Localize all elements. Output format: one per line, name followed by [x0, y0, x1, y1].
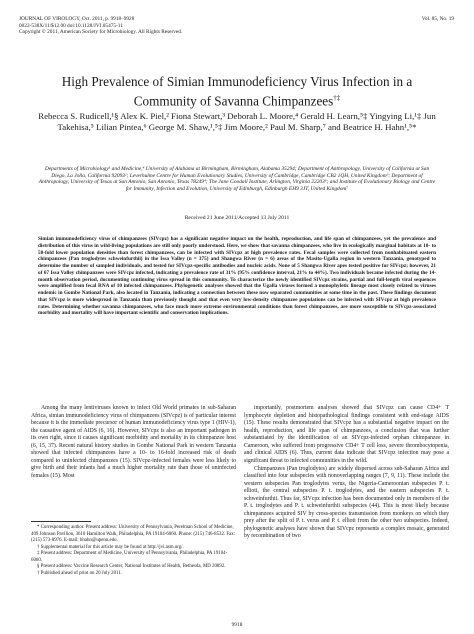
- abstract: Simian immunodeficiency virus of chimpanzees (SIVcpz) has a significant negative impact on the health, reproduction, and life span of chimpanzees, yet the prevalence and distribution of this virus in wild-living populations are still only poorly understood. Here, we show that savanna chimpanzees, who live in ecologically marginal habitats at 10- to 50-fold lower population densities than forest chimpanzees, can be infected with SIVcpz at high prevalence rates. Fecal samples were collected from nonhabituated eastern chimpanzees (Pan troglodytes schweinfurthii) in the Issa Valley (n = 375) and Shangwa River (n = 6) areas of the Masito-Ugalla region in western Tanzania, genotyped to determine the number of sampled individuals, and tested for SIVcpz-specific antibodies and nucleic acids. None of 5 Shangwa River apes tested positive for SIVcpz; however, 21 of 67 Issa Valley chimpanzees were SIVcpz infected, indicating a prevalence rate of 31% (95% confidence interval, 21% to 44%). Two individuals became infected during the 14-month observation period, documenting continuing virus spread in this community. To characterize the newly identified SIVcpz strains, partial and full-length viral sequences were amplified from fecal RNA of 10 infected chimpanzees. Phylogenetic analyses showed that the Ugalla viruses formed a monophyletic lineage most closely related to viruses endemic in Gombe National Park, also located in Tanzania, indicating a connection between these now separated communities at some time in the past. These findings document that SIVcpz is more widespread in Tanzania than previously thought and that even very low-density chimpanzee populations can be infected with SIVcpz at high prevalence rates. Determining whether savanna chimpanzees, who face much more extreme environmental conditions than forest chimpanzees, are more susceptible to SIVcpz-associated morbidity and mortality will have important scientific and conservation implications.: [38, 236, 436, 317]
- footnote-supplemental: † Supplemental material for this article may be found at http://jvi.asm.org/.: [37, 544, 184, 550]
- footnote-rule: [31, 521, 91, 522]
- journal-line: JOURNAL OF VIROLOGY, Oct. 2011, p. 9918–9928: [19, 16, 135, 22]
- received-date: Received 21 June 2011/Accepted 13 July 2011: [184, 215, 290, 221]
- footnote-address-1: ‡ Present address: Department of Medicine, University of Pennsylvania, Philadelphia, PA 19104-6060.: [31, 551, 228, 563]
- page-number: 9918: [231, 622, 243, 628]
- volume-line: Vol. 85, No. 19: [421, 16, 454, 22]
- body-paragraph: Chimpanzees (Pan troglodytes) are widely dispersed across sub-Saharan Africa and classified into four subspecies with nonoverlapping ranges (7, 9, 11). These include the western subspecies Pan troglodytes verus, the Nigeria-Cameroonian subspecies P. t. ellioti, the central subspecies P. t. troglodytes, and the eastern subspecies P. t. schweinfurthii. Thus far, SIVcpz infection has been documented only in members of the P. t. troglodytes and P. t. schweinfurthii subspecies (44). This is most likely because chimpanzees acquired SIV by cross-species transmission from monkeys on which they prey after the split of P. t. verus and P. t. ellioti from the other two subspecies. Indeed, phylogenetic analyses have shown that SIVcpz represents a complex mosaic, generated by recombination of two: [244, 465, 449, 539]
- body-paragraph: importantly, postmortem analyses showed that SIVcpz can cause CD4+ T lymphocyte depletion and histopathological findings consistent with end-stage AIDS (15). These results demonstrated that SIVcpz has a substantial negative impact on the health, reproduction, and life span of chimpanzees, a conclusion that was further substantiated by the identification of an SIVcpz-infected orphan chimpanzee in Cameroon, who suffered from progressive CD4+ T cell loss, severe thrombocytopenia, and clinical AIDS (6). Thus, current data indicate that SIVcpz infection may pose a significant threat to infected communities in the wild.: [244, 405, 449, 464]
- footnote-address-2: § Present address: Vaccine Research Center, National Institutes of Health, Bethesda, MD 20892.: [37, 564, 226, 569]
- journal-header: [19, 16, 182, 36]
- article-title-text: High Prevalence of Simian Immunodeficiency Virus Infection in a Community of Savanna Chimpanzees: [61, 74, 413, 109]
- body-column-right: [244, 405, 449, 541]
- article-title: [30, 74, 444, 109]
- body-paragraph: Among the many lentiviruses known to infect Old World primates in sub-Saharan Africa, simian immunodeficiency virus of chimpanzees (SIVcpz) is of particular interest because it is the immediate precursor of human immunodeficiency virus type 1 (HIV-1), the causative agent of AIDS (6, 16). However, SIVcpz is also an important pathogen in its own right, since it causes significant morbidity and mortality in its chimpanzee host (6, 15, 37). Recent natural history studies in Gombe National Park in western Tanzania showed that infected chimpanzees have a 10- to 16-fold increased risk of death compared to uninfected chimpanzees (15). SIVcpz-infected females were less likely to give birth and their infants had a much higher mortality rate than those of uninfected females (15). Most: [31, 405, 236, 479]
- footnotes: [31, 525, 236, 577]
- affiliations: Departments of Microbiology¹ and Medicine,⁴ University of Alabama at Birmingham, Birmingham, Alabama 35294; Department of Anthropology, University of California at San Diego, La Jolla, California 92093²; Leverhulme Centre for Human Evolutionary Studies, University of Cambridge, Cambridge CB2 1QH, United Kingdom³; Department of Anthropology, University of Texas at San Antonio, San Antonio, Texas 78249⁴; The Jane Goodall Institute, Arlington, Virginia 22203⁶; and Institute of Evolutionary Biology and Centre for Immunity, Infection and Evolution, University of Edinburgh, Edinburgh EH9 3JT, United Kingdom⁷: [38, 166, 436, 192]
- footnote-corresponding: * Corresponding author. Present address: University of Pennsylvania, Perelman School of Medicine, 409 Johnson Pavilion, 3610 Hamilton Walk, Philadelphia, PA 19104-6060. Phone: (215) 746-8532. Fax: (215) 573-8976. E-mail: bhahn@upenn.edu.: [31, 525, 236, 543]
- author-list: Rebecca S. Rudicell,¹§ Alex K. Piel,² Fiona Stewart,³ Deborah L. Moore,⁴ Gerald H. Learn,⁵‡ Yingying Li,¹‡ Jun Takehisa,⁵ Lilian Pintea,⁶ George M. Shaw,¹,⁵‡ Jim Moore,² Paul M. Sharp,⁷ and Beatrice H. Hahn¹,⁵*: [38, 111, 436, 132]
- issn-line: 0022-538X/11/$12.00 doi:10.1128/JVI.05475-11: [19, 22, 123, 29]
- footnote-published: † Published ahead of print on 20 July 2011.: [37, 570, 122, 576]
- copyright-line: Copyright © 2011, American Society for Microbiology. All Rights Reserved.: [19, 29, 183, 36]
- body-column-left: [31, 405, 236, 480]
- title-marks: †‡: [333, 94, 341, 102]
